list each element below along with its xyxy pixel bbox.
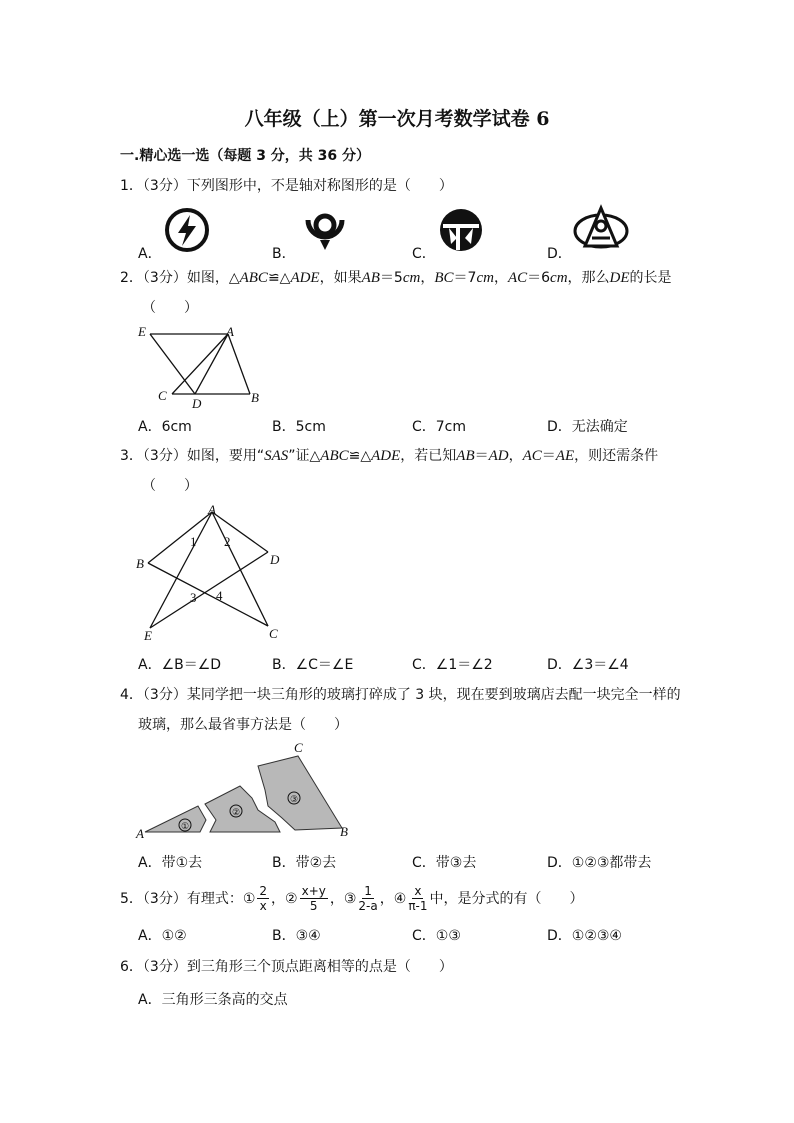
q4-option-d: D．①②③都带去	[547, 855, 652, 871]
q4-label-c: C	[294, 740, 303, 755]
q3-star-figure	[130, 500, 290, 648]
ring-emblem-logo-icon	[300, 204, 350, 254]
q2-option-a: A．6cm	[138, 419, 192, 435]
q4-label-3: ③	[290, 794, 299, 804]
q3-label-3: 3	[190, 590, 197, 605]
q1-option-c: C．	[412, 246, 436, 262]
q2-label-a: A	[226, 324, 234, 339]
question-2-paren: （ ）	[142, 300, 198, 316]
q3-option-a: A．∠B＝∠D	[138, 657, 222, 673]
question-3-paren: （ ）	[142, 478, 198, 494]
question-3-stem: 3．（3分）如图，要用“SAS”证△ABC≌△ADE，若已知AB＝AD，AC＝AE，则还需条件	[120, 448, 659, 464]
q3-label-4: 4	[216, 588, 223, 603]
t-circle-logo-icon	[437, 206, 485, 254]
q2-label-d: D	[192, 396, 202, 410]
q4-option-a: A．带①去	[138, 855, 203, 871]
q1-option-d: D．	[547, 246, 572, 262]
q4-label-2: ②	[232, 807, 241, 817]
q4-option-b: B．带②去	[272, 855, 337, 871]
q1-option-b: B．	[272, 246, 296, 262]
q4-label-b: B	[340, 824, 348, 839]
fraction-xy-over-5: $\frac{x+y}{5}$	[301, 884, 326, 913]
section-heading: 一.精心选一选（每题 3 分，共 36 分）	[120, 148, 371, 164]
q3-option-b: B．∠C＝∠E	[272, 657, 354, 673]
page-title: 八年级（上）第一次月考数学试卷 6	[244, 108, 550, 130]
q3-option-c: C．∠1＝∠2	[412, 657, 493, 673]
q1-option-a: A．	[138, 246, 162, 262]
q2-triangle-figure	[130, 322, 270, 410]
question-1-stem: 1．（3分）下列图形中，不是轴对称图形的是（ ）	[120, 178, 453, 194]
q5-option-c: C．①③	[412, 928, 461, 944]
question-5-stem: 5．（3分）有理式： ① $\frac{2}{x}$ ， ② $\frac{x+y}{5}$ ， ③ $\frac{1}{2-a}$ ， ④ $\frac{x}{\pi-1}$ 中，是分式的有（ ）	[120, 884, 584, 913]
q3-label-c: C	[269, 626, 278, 641]
q6-option-a: A．三角形三条高的交点	[138, 992, 288, 1008]
fraction-1-over-2a: $\frac{1}{2-a}$	[358, 884, 378, 913]
q3-label-1: 1	[190, 534, 197, 549]
q5-option-d: D．①②③④	[547, 928, 622, 944]
question-4-stem-line1: 4．（3分）某同学把一块三角形的玻璃打碎成了 3 块，现在要到玻璃店去配一块完全一样的	[120, 687, 681, 703]
question-4-stem-line2: 玻璃，那么最省事方法是（ ）	[138, 717, 348, 733]
q2-label-b: B	[251, 390, 259, 405]
q3-label-2: 2	[224, 534, 231, 549]
a-badge-logo-icon	[572, 204, 630, 252]
q2-label-e: E	[138, 324, 146, 339]
q2-option-d: D．无法确定	[547, 419, 628, 435]
q3-label-a: A	[208, 502, 216, 517]
question-6-stem: 6．（3分）到三角形三个顶点距离相等的点是（ ）	[120, 959, 453, 975]
q4-broken-glass-figure	[130, 740, 360, 840]
fraction-x-over-pi1: $\frac{x}{\pi-1}$	[408, 884, 428, 913]
q5-option-a: A．①②	[138, 928, 187, 944]
q2-label-c: C	[158, 388, 167, 403]
q3-label-d: D	[270, 552, 280, 567]
question-2-stem: 2．（3分）如图，△ABC≌△ADE，如果AB＝5cm，BC＝7cm，AC＝6cm，那么DE的长是	[120, 270, 672, 286]
q2-option-b: B．5cm	[272, 419, 326, 435]
q3-label-b: B	[136, 556, 144, 571]
lightning-logo-icon	[163, 206, 211, 254]
q4-option-c: C．带③去	[412, 855, 477, 871]
q4-label-1: ①	[181, 821, 190, 831]
q3-option-d: D．∠3＝∠4	[547, 657, 629, 673]
fraction-2-over-x: $\frac{2}{x}$	[259, 884, 268, 913]
q4-label-a: A	[136, 826, 144, 840]
q5-option-b: B．③④	[272, 928, 321, 944]
q3-label-e: E	[144, 628, 152, 643]
q2-option-c: C．7cm	[412, 419, 467, 435]
